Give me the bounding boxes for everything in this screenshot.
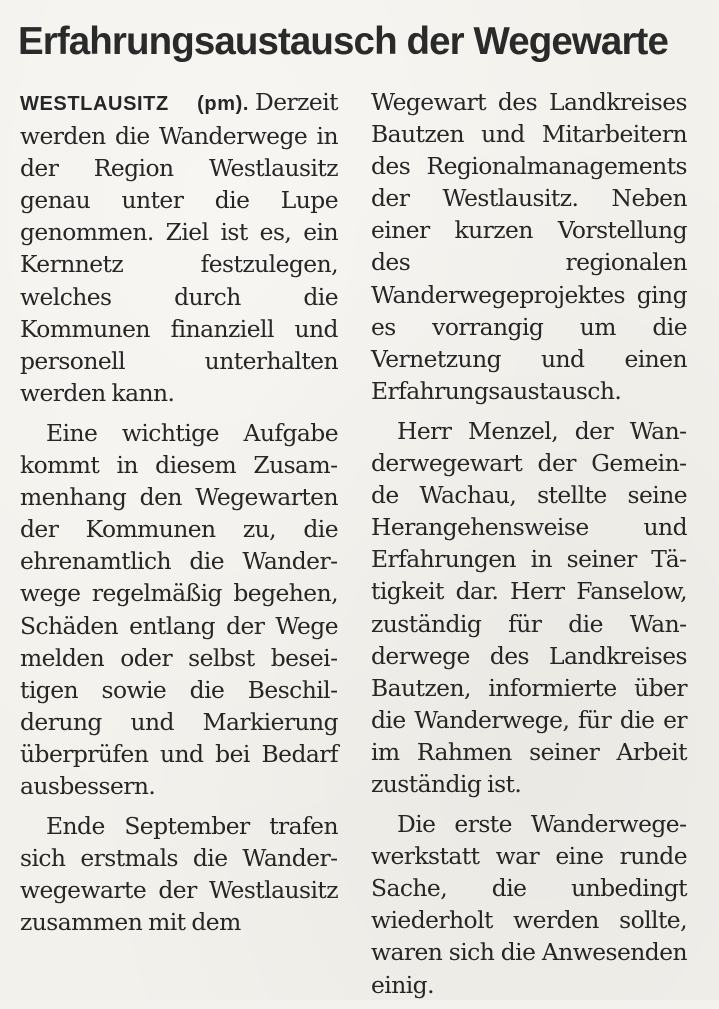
article-paragraph-1 — [20, 86, 338, 409]
article-paragraph-4: Herr Menzel, der Wanderwegewart der Gemeinde Wachau, stellte seine Herangehensweise und Erfahrungen in seiner Tätigkeit dar. Herr Fanselow, zuständig für die Wanderwege des Landkreises Bautzen, informierte über die Wanderwege, für die er im Rahmen seiner Arbeit zuständig ist. — [371, 416, 687, 798]
article-headline: Erfahrungsaustausch der Wegewarte — [18, 20, 668, 63]
article-dateline: WESTLAUSITZ (pm). — [20, 93, 250, 115]
article-paragraph-2: Eine wichtige Aufgabe kommt in diesem Zusammenhang den Wegewarten der Kommunen zu, die ehrenamtlich die Wanderwege regelmäßig begehen, Schäden entlang der Wege melden oder selbst beseitigen sowie die Beschilderung und Markierung überprüfen und bei Bedarf ausbessern. — [20, 418, 338, 800]
article-paragraph-1-text: Derzeit werden die Wanderwege in der Region Westlausitz genau unter die Lupe genommen. Ziel ist es, ein Kernnetz festzulegen, welches durch die Kommunen finanziell und personell unterhalten werden kann. — [20, 88, 338, 407]
article-column-left — [20, 86, 338, 946]
article-paragraph-5: Die erste Wanderwegewerkstatt war eine runde Sache, die unbedingt wiederholt werden sollte, waren sich die Anwesenden einig. — [371, 810, 687, 999]
article-paragraph-3-continued: Wegewart des Landkreises Bautzen und Mitarbeitern des Regionalmanagements der Westlausitz. Neben einer kurzen Vorstellung des regionalen Wanderwegeprojektes ging es vorrangig um die Vernetzung und einen Erfahrungsaustausch. — [371, 88, 687, 405]
article-column-right — [371, 86, 687, 1009]
article-paragraph-3: Ende September trafen sich erstmals die Wanderwegewarte der Westlausitz zusammen mit dem — [20, 812, 338, 937]
